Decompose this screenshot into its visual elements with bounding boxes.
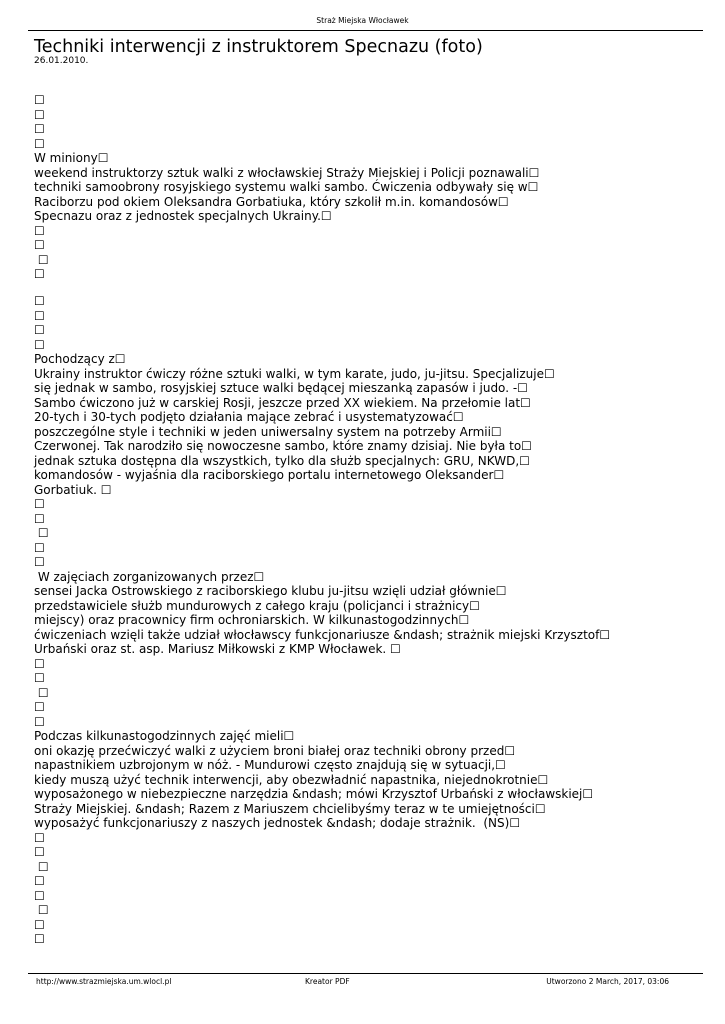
body-line: ☐ — [34, 700, 45, 714]
body-line: ☐ — [34, 656, 45, 671]
body-line: Sambo ćwiczono już w carskiej Rosji, jeszcze przed XX wiekiem. Na przełomie lat☐ — [34, 395, 531, 410]
body-line: ćwiczeniach wzięli także udział włocławscy funkcjonariusze &ndash; strażnik miejski Krzysztof☐ — [34, 627, 611, 642]
body-line: Raciborzu pod okiem Oleksandra Gorbatiuka, który szkolił m.in. komandosów☐ — [34, 194, 509, 209]
body-line: ☐ — [34, 294, 45, 308]
body-line: ☐ — [34, 252, 49, 267]
body-line: wyposażonego w niebezpieczne narzędzia &ndash; mówi Krzysztof Urbański z włocławskiej☐ — [34, 787, 594, 801]
footer-url-link[interactable]: http://www.strazmiejska.um.wlocl.pl — [36, 977, 172, 986]
body-line: ☐ — [34, 888, 45, 903]
body-line: Ukrainy instruktor ćwiczy różne sztuki walki, w tym karate, judo, ju-jitsu. Specjalizuje☐ — [34, 366, 555, 381]
body-line: ☐ — [34, 238, 45, 252]
body-line: Straży Miejskiej. &ndash; Razem z Mariuszem chcielibyśmy teraz w te umiejętności☐ — [34, 801, 546, 816]
body-line: sensei Jacka Ostrowskiego z raciborskiego klubu ju-jitsu wzięli udział głównie☐ — [34, 584, 507, 598]
article-date: 26.01.2010. — [34, 56, 89, 66]
body-line: ☐ — [34, 903, 49, 917]
body-line: Podczas kilkunastogodzinnych zajęć mieli☐ — [34, 729, 295, 743]
body-line: ☐ — [34, 223, 45, 238]
body-line: ☐ — [34, 859, 49, 874]
body-line: ☐ — [34, 874, 45, 888]
body-line: ☐ — [34, 932, 45, 946]
body-line: napastnikiem uzbrojonym w nóż. - Mundurowi często znajdują się w sytuacji,☐ — [34, 758, 506, 772]
body-line: kiedy muszą użyć technik interwencji, aby obezwładnić napastnika, niejednokrotnie☐ — [34, 772, 549, 787]
body-line: ☐ — [34, 497, 45, 511]
body-line: jednak sztuka dostępna dla wszystkich, tylko dla służb specjalnych: GRU, NKWD,☐ — [34, 453, 530, 468]
body-line: ☐ — [34, 267, 45, 281]
body-line: Pochodzący z☐ — [34, 352, 126, 366]
body-line: Urbański oraz st. asp. Mariusz Miłkowski z KMP Włocławek. ☐ — [34, 642, 401, 656]
body-line — [34, 282, 694, 295]
body-line: ☐ — [34, 93, 45, 107]
body-line: komandosów - wyjaśnia dla raciborskiego portalu internetowego Oleksander☐ — [34, 468, 505, 482]
body-line: ☐ — [34, 511, 45, 526]
body-line: ☐ — [34, 555, 45, 569]
body-line: W zajęciach zorganizowanych przez☐ — [34, 569, 265, 584]
body-line: Czerwonej. Tak narodziło się nowoczesne sambo, które znamy dzisiaj. Nie była to☐ — [34, 439, 532, 453]
body-line: ☐ — [34, 107, 45, 122]
footer-divider — [28, 973, 703, 974]
body-line: Gorbatiuk. ☐ — [34, 482, 112, 497]
body-line: ☐ — [34, 308, 45, 323]
body-line: ☐ — [34, 845, 45, 859]
body-line: wyposażyć funkcjonariuszy z naszych jednostek &ndash; dodaje strażnik. (NS)☐ — [34, 816, 521, 830]
body-line: ☐ — [34, 685, 49, 700]
body-line: ☐ — [34, 136, 45, 151]
body-line: ☐ — [34, 830, 45, 845]
body-line: ☐ — [34, 540, 45, 555]
body-line: 20-tych i 30-tych podjęto działania mające zebrać i usystematyzować☐ — [34, 410, 464, 424]
body-line: poszczególne style i techniki w jeden uniwersalny system na potrzeby Armii☐ — [34, 424, 502, 439]
header-divider — [28, 30, 703, 31]
body-line: miejscy) oraz pracownicy firm ochroniarskich. W kilkunastogodzinnych☐ — [34, 613, 470, 627]
body-line: ☐ — [34, 714, 45, 729]
body-line: ☐ — [34, 671, 45, 685]
body-line: W miniony☐ — [34, 151, 109, 165]
page-header-site-name: Straż Miejska Włocławek — [316, 16, 409, 25]
body-line: techniki samoobrony rosyjskiego systemu walki sambo. Ćwiczenia odbywały się w☐ — [34, 180, 539, 194]
body-line: Specnazu oraz z jednostek specjalnych Ukrainy.☐ — [34, 209, 332, 223]
body-line: oni okazję przećwiczyć walki z użyciem broni białej oraz techniki obrony przed☐ — [34, 743, 516, 758]
body-line: się jednak w sambo, rosyjskiej sztuce walki będącej mieszanką zapasów i judo. -☐ — [34, 381, 528, 395]
body-line: ☐ — [34, 323, 45, 337]
article-body — [34, 93, 694, 947]
body-line: ☐ — [34, 122, 45, 136]
body-line: ☐ — [34, 526, 49, 540]
footer-generator: Kreator PDF — [305, 977, 350, 986]
body-line: weekend instruktorzy sztuk walki z włocławskiej Straży Miejskiej i Policji poznawali☐ — [34, 165, 540, 180]
body-line: ☐ — [34, 337, 45, 352]
article-title: Techniki interwencji z instruktorem Specnazu (foto) — [34, 37, 483, 57]
footer-created-timestamp: Utworzono 2 March, 2017, 03:06 — [546, 977, 669, 986]
body-line: ☐ — [34, 917, 45, 932]
body-line: przedstawiciele służb mundurowych z całego kraju (policjanci i strażnicy☐ — [34, 598, 480, 613]
